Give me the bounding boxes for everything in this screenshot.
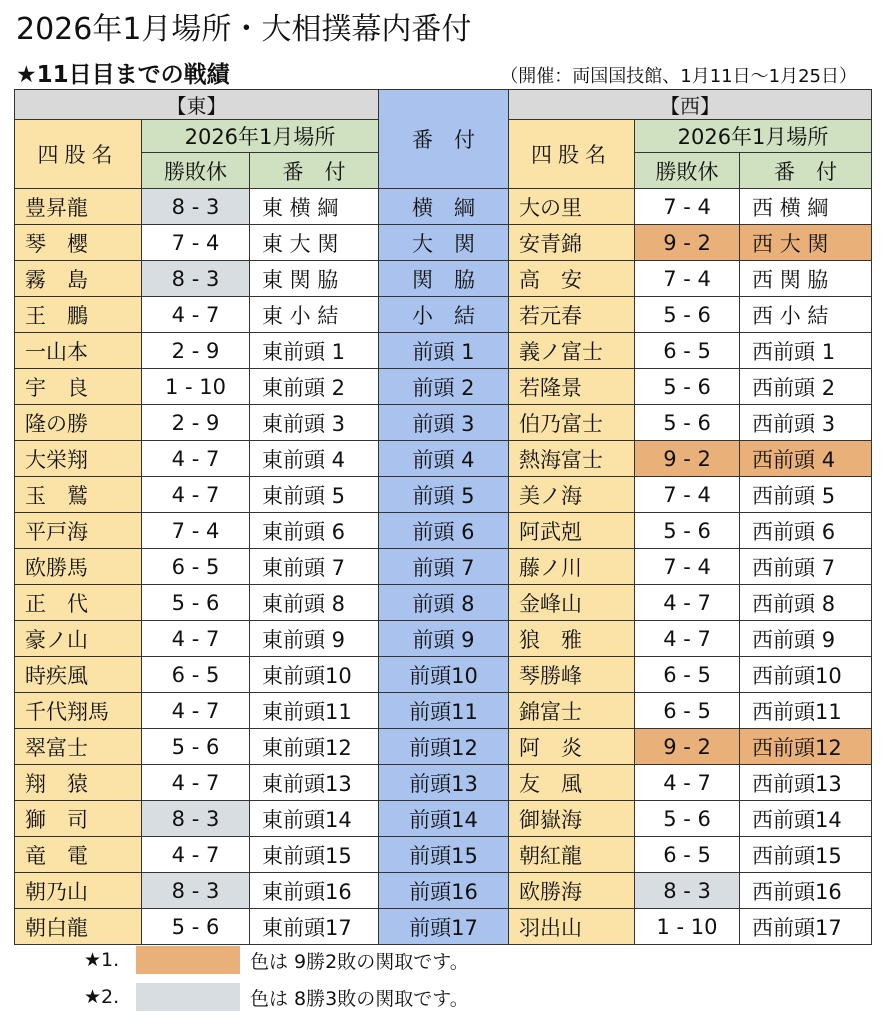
west-rank: 西前頭 3: [740, 405, 872, 441]
east-rank: 東前頭17: [250, 909, 379, 945]
table-row: [15, 477, 872, 513]
legend-text: 色は 8勝3敗の関取です。: [250, 987, 469, 1010]
west-record: 1 - 10: [635, 909, 740, 945]
west-record: 6 - 5: [635, 333, 740, 369]
east-shikona: 欧勝馬: [15, 549, 142, 585]
table-row: [15, 225, 872, 261]
west-shikona: 阿 炎: [509, 729, 635, 765]
east-record: 4 - 7: [142, 693, 250, 729]
west-rank: 西前頭 5: [740, 477, 872, 513]
banzuke-rank: 前頭 9: [379, 621, 509, 657]
east-shikona: 隆の勝: [15, 405, 142, 441]
legend-item: [84, 946, 469, 974]
east-shikona: 朝白龍: [15, 909, 142, 945]
east-shikona: 霧 島: [15, 261, 142, 297]
east-shikona: 時疾風: [15, 657, 142, 693]
west-shikona: 朝紅龍: [509, 837, 635, 873]
west-record: 9 - 2: [635, 225, 740, 261]
west-rank: 西前頭13: [740, 765, 872, 801]
banzuke-rank: 前頭 1: [379, 333, 509, 369]
east-header: 【東】: [15, 90, 379, 120]
west-record: 6 - 5: [635, 693, 740, 729]
west-shikona: 阿武剋: [509, 513, 635, 549]
west-record: 7 - 4: [635, 261, 740, 297]
page-title: 2026年1月場所・大相撲幕内番付: [16, 12, 472, 47]
banzuke-rank: 大 関: [379, 225, 509, 261]
east-record: 5 - 6: [142, 729, 250, 765]
legend-item: [84, 983, 469, 1011]
east-record: 5 - 6: [142, 909, 250, 945]
west-rank: 西前頭17: [740, 909, 872, 945]
table-row: [15, 513, 872, 549]
east-rank: 東前頭 5: [250, 477, 379, 513]
table-row: [15, 693, 872, 729]
east-shikona: 王 鵬: [15, 297, 142, 333]
table-row: [15, 369, 872, 405]
east-record-header: 勝敗休: [142, 153, 250, 189]
banzuke-rank: 前頭13: [379, 765, 509, 801]
west-shikona: 御嶽海: [509, 801, 635, 837]
east-rank: 東前頭 2: [250, 369, 379, 405]
west-record: 6 - 5: [635, 657, 740, 693]
banzuke-rank: 前頭 6: [379, 513, 509, 549]
east-record: 2 - 9: [142, 333, 250, 369]
west-record: 5 - 6: [635, 801, 740, 837]
east-record: 6 - 5: [142, 549, 250, 585]
banzuke-rank: 前頭 7: [379, 549, 509, 585]
banzuke-rank: 前頭 2: [379, 369, 509, 405]
east-shikona: 獅 司: [15, 801, 142, 837]
west-shikona-header: 四股名: [509, 120, 635, 189]
west-rank: 西前頭10: [740, 657, 872, 693]
banzuke-rank: 前頭 5: [379, 477, 509, 513]
table-row: [15, 837, 872, 873]
west-record: 6 - 5: [635, 837, 740, 873]
subtitle: ★11日目までの戦績: [16, 62, 230, 88]
table-row: [15, 441, 872, 477]
east-record: 5 - 6: [142, 585, 250, 621]
east-shikona: 千代翔馬: [15, 693, 142, 729]
west-record: 7 - 4: [635, 549, 740, 585]
east-rank: 東前頭 6: [250, 513, 379, 549]
east-shikona: 琴 櫻: [15, 225, 142, 261]
table-row: [15, 333, 872, 369]
east-rank: 東前頭12: [250, 729, 379, 765]
legend-mark: ★1.: [84, 949, 120, 971]
east-record: 1 - 10: [142, 369, 250, 405]
west-record: 5 - 6: [635, 369, 740, 405]
west-shikona: 若元春: [509, 297, 635, 333]
west-basho-header: 2026年1月場所: [635, 120, 872, 153]
venue-note: （開催：両国国技館、1月11日〜1月25日）: [500, 66, 857, 87]
table-row: [15, 765, 872, 801]
west-shikona: 羽出山: [509, 909, 635, 945]
east-record: 8 - 3: [142, 261, 250, 297]
table-row: [15, 729, 872, 765]
banzuke-rank: 前頭15: [379, 837, 509, 873]
east-rank: 東前頭14: [250, 801, 379, 837]
banzuke-rank: 前頭17: [379, 909, 509, 945]
legend-swatch: [136, 983, 240, 1011]
banzuke-rank: 前頭11: [379, 693, 509, 729]
banzuke-rank: 前頭12: [379, 729, 509, 765]
banzuke-header: 番 付: [379, 90, 509, 189]
east-shikona: 豪ノ山: [15, 621, 142, 657]
west-record-header: 勝敗休: [635, 153, 740, 189]
west-shikona: 義ノ富士: [509, 333, 635, 369]
east-shikona: 一山本: [15, 333, 142, 369]
east-rank: 東前頭15: [250, 837, 379, 873]
west-record: 8 - 3: [635, 873, 740, 909]
west-rank: 西 関 脇: [740, 261, 872, 297]
banzuke-rank: 前頭16: [379, 873, 509, 909]
side-header-row: [15, 90, 872, 120]
west-rank: 西前頭14: [740, 801, 872, 837]
west-shikona: 金峰山: [509, 585, 635, 621]
west-record: 9 - 2: [635, 441, 740, 477]
east-shikona: 朝乃山: [15, 873, 142, 909]
east-shikona: 竜 電: [15, 837, 142, 873]
west-rank: 西前頭 7: [740, 549, 872, 585]
west-shikona: 若隆景: [509, 369, 635, 405]
west-rank: 西前頭 2: [740, 369, 872, 405]
banzuke-rank: 横 綱: [379, 189, 509, 225]
west-shikona: 藤ノ川: [509, 549, 635, 585]
east-record: 8 - 3: [142, 873, 250, 909]
west-header: 【西】: [509, 90, 872, 120]
west-rank: 西前頭11: [740, 693, 872, 729]
east-rank: 東前頭11: [250, 693, 379, 729]
west-shikona: 友 風: [509, 765, 635, 801]
east-rank: 東前頭16: [250, 873, 379, 909]
east-rank: 東前頭 9: [250, 621, 379, 657]
west-rank: 西前頭15: [740, 837, 872, 873]
east-shikona: 翔 猿: [15, 765, 142, 801]
east-record: 6 - 5: [142, 657, 250, 693]
east-rank: 東前頭10: [250, 657, 379, 693]
west-shikona: 伯乃富士: [509, 405, 635, 441]
table-row: [15, 549, 872, 585]
table-row: [15, 189, 872, 225]
west-rank: 西前頭 1: [740, 333, 872, 369]
banzuke-rank: 前頭 4: [379, 441, 509, 477]
east-shikona: 翠富士: [15, 729, 142, 765]
west-shikona: 錦富士: [509, 693, 635, 729]
west-shikona: 欧勝海: [509, 873, 635, 909]
west-rank: 西前頭 6: [740, 513, 872, 549]
east-rank: 東前頭 1: [250, 333, 379, 369]
west-record: 9 - 2: [635, 729, 740, 765]
west-record: 7 - 4: [635, 189, 740, 225]
west-shikona: 琴勝峰: [509, 657, 635, 693]
banzuke-rank: 前頭10: [379, 657, 509, 693]
east-shikona: 玉 鷲: [15, 477, 142, 513]
east-record: 4 - 7: [142, 297, 250, 333]
west-rank: 西 大 関: [740, 225, 872, 261]
west-record: 7 - 4: [635, 477, 740, 513]
east-rank: 東 関 脇: [250, 261, 379, 297]
east-rank: 東前頭13: [250, 765, 379, 801]
table-row: [15, 261, 872, 297]
banzuke-rank: 小 結: [379, 297, 509, 333]
banzuke-rank: 前頭 3: [379, 405, 509, 441]
west-rank: 西前頭12: [740, 729, 872, 765]
west-record: 4 - 7: [635, 585, 740, 621]
legend-mark: ★2.: [84, 986, 120, 1008]
west-shikona: 高 安: [509, 261, 635, 297]
east-record: 4 - 7: [142, 837, 250, 873]
east-rank: 東前頭 7: [250, 549, 379, 585]
banzuke-rank: 関 脇: [379, 261, 509, 297]
table-row: [15, 405, 872, 441]
table-row: [15, 621, 872, 657]
banzuke-rank: 前頭 8: [379, 585, 509, 621]
east-record: 8 - 3: [142, 801, 250, 837]
table-row: [15, 801, 872, 837]
east-shikona: 宇 良: [15, 369, 142, 405]
west-rank: 西前頭16: [740, 873, 872, 909]
west-shikona: 安青錦: [509, 225, 635, 261]
west-record: 4 - 7: [635, 765, 740, 801]
east-record: 4 - 7: [142, 441, 250, 477]
table-row: [15, 873, 872, 909]
east-record: 4 - 7: [142, 765, 250, 801]
east-rank: 東前頭 8: [250, 585, 379, 621]
east-record: 7 - 4: [142, 225, 250, 261]
banzuke-rank: 前頭14: [379, 801, 509, 837]
west-rank: 西前頭 8: [740, 585, 872, 621]
east-basho-header: 2026年1月場所: [142, 120, 379, 153]
east-record: 2 - 9: [142, 405, 250, 441]
east-rank: 東 小 結: [250, 297, 379, 333]
west-record: 5 - 6: [635, 405, 740, 441]
banzuke-table: [14, 89, 872, 945]
east-rank: 東前頭 3: [250, 405, 379, 441]
table-row: [15, 297, 872, 333]
east-shikona: 正 代: [15, 585, 142, 621]
east-record: 4 - 7: [142, 621, 250, 657]
east-rank-header: 番 付: [250, 153, 379, 189]
west-shikona: 狼 雅: [509, 621, 635, 657]
west-rank: 西 小 結: [740, 297, 872, 333]
east-rank: 東 横 綱: [250, 189, 379, 225]
table-row: [15, 585, 872, 621]
legend-text: 色は 9勝2敗の関取です。: [250, 950, 469, 973]
east-record: 8 - 3: [142, 189, 250, 225]
east-rank: 東前頭 4: [250, 441, 379, 477]
table-row: [15, 909, 872, 945]
west-shikona: 熱海富士: [509, 441, 635, 477]
west-rank: 西前頭 4: [740, 441, 872, 477]
banzuke-rows: [15, 189, 872, 945]
east-record: 4 - 7: [142, 477, 250, 513]
west-record: 4 - 7: [635, 621, 740, 657]
west-record: 5 - 6: [635, 513, 740, 549]
east-shikona: 大栄翔: [15, 441, 142, 477]
east-shikona-header: 四股名: [15, 120, 142, 189]
east-rank: 東 大 関: [250, 225, 379, 261]
east-record: 7 - 4: [142, 513, 250, 549]
table-row: [15, 657, 872, 693]
east-shikona: 豊昇龍: [15, 189, 142, 225]
east-shikona: 平戸海: [15, 513, 142, 549]
west-shikona: 美ノ海: [509, 477, 635, 513]
west-shikona: 大の里: [509, 189, 635, 225]
west-record: 5 - 6: [635, 297, 740, 333]
west-rank: 西 横 綱: [740, 189, 872, 225]
west-rank: 西前頭 9: [740, 621, 872, 657]
legend-swatch: [136, 946, 240, 974]
west-rank-header: 番 付: [740, 153, 872, 189]
